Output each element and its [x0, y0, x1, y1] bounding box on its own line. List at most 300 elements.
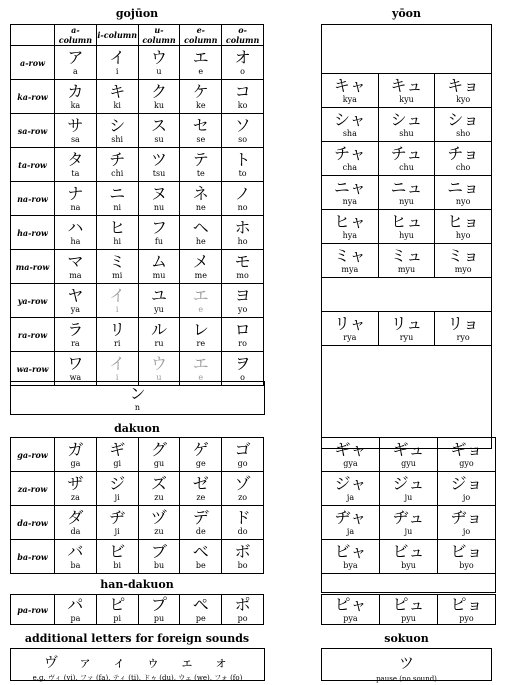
- kana: リョ: [447, 313, 479, 333]
- romaji: go: [237, 458, 248, 468]
- kana-row: [11, 472, 264, 506]
- romaji: hyu: [399, 230, 414, 240]
- kana: ヂ: [109, 507, 126, 527]
- kana: ジ: [109, 473, 126, 493]
- kana: カ: [67, 81, 84, 101]
- kana-cell: [222, 472, 264, 506]
- empty-cell: [322, 574, 496, 593]
- yoon-row: [322, 210, 492, 244]
- romaji: be: [195, 560, 206, 570]
- kana-cell: [378, 244, 435, 278]
- kana: ベ: [192, 541, 209, 561]
- kana-cell: [96, 506, 138, 540]
- kana-cell: [138, 46, 180, 80]
- kana-cell: [322, 472, 380, 506]
- kana: フ: [150, 217, 167, 237]
- yoon-row: [322, 472, 496, 506]
- kana: ピャ: [334, 594, 367, 614]
- kana-row: [11, 182, 264, 216]
- row-label: ka-row: [11, 80, 55, 114]
- romaji: byu: [401, 560, 416, 570]
- kana: コ: [234, 81, 251, 101]
- romaji: shi: [111, 134, 124, 144]
- kana: モ: [234, 251, 251, 271]
- yoon-row: [322, 312, 492, 346]
- romaji: cha: [342, 162, 358, 172]
- kana-cell: [138, 80, 180, 114]
- kana-row: [11, 438, 264, 472]
- kana-cell: [55, 318, 97, 352]
- romaji: zu: [154, 526, 164, 536]
- romaji: i: [115, 66, 119, 76]
- romaji: pya: [343, 613, 358, 623]
- romaji: myu: [397, 264, 416, 274]
- kana-cell: [96, 80, 138, 114]
- yoon-row: [322, 142, 492, 176]
- kana-cell: [138, 438, 180, 472]
- romaji: mo: [236, 270, 249, 280]
- kana: ギャ: [334, 439, 367, 459]
- kana-cell: [438, 438, 496, 472]
- romaji: o: [240, 66, 245, 76]
- romaji: ryo: [456, 332, 470, 342]
- romaji: kya: [342, 94, 357, 104]
- romaji: no: [237, 202, 248, 212]
- n-cell: [10, 381, 265, 415]
- kana: レ: [192, 319, 209, 339]
- kana: ル: [150, 319, 167, 339]
- kana-cell: [180, 472, 222, 506]
- romaji: ba: [70, 560, 81, 570]
- kana-cell: [55, 284, 97, 318]
- kana-cell: [222, 595, 264, 625]
- kana: ピュ: [392, 594, 425, 614]
- kana-cell: [55, 250, 97, 284]
- kana-cell: [55, 46, 97, 80]
- romaji: hi: [113, 236, 122, 246]
- kana: ユ: [150, 285, 167, 305]
- kana: ポ: [234, 594, 251, 614]
- row-label: na-row: [11, 182, 55, 216]
- kana-cell: [322, 540, 380, 574]
- kana: ヒョ: [447, 211, 480, 231]
- kana-cell: [380, 595, 438, 625]
- romaji: ri: [114, 338, 121, 348]
- romaji: re: [196, 338, 206, 348]
- kana: デ: [192, 507, 209, 527]
- yoon-row: [322, 244, 492, 278]
- kana: テ: [192, 149, 209, 169]
- kana-cell: [435, 312, 492, 346]
- kana: ザ: [67, 473, 84, 493]
- kana-cell: [222, 438, 264, 472]
- kana: ミ: [109, 251, 126, 271]
- kana-cell: [96, 46, 138, 80]
- romaji: ne: [195, 202, 206, 212]
- romaji: ko: [237, 100, 248, 110]
- column-header: o-column: [222, 25, 264, 46]
- kana: チュ: [390, 143, 423, 163]
- romaji: cho: [455, 162, 471, 172]
- romaji: mi: [112, 270, 123, 280]
- kana-cell: [222, 216, 264, 250]
- kana-row: [11, 506, 264, 540]
- kana: ド: [234, 507, 251, 527]
- kana: チャ: [334, 143, 366, 163]
- kana: ズ: [150, 473, 167, 493]
- romaji: ka: [70, 100, 81, 110]
- romaji: su: [154, 134, 164, 144]
- yoon-row: [322, 438, 496, 472]
- kana-cell: [438, 595, 496, 625]
- kana-cell: [180, 46, 222, 80]
- kana-cell: [378, 108, 435, 142]
- kana-cell: [96, 216, 138, 250]
- kana-row: [11, 284, 264, 318]
- kana: グ: [150, 439, 167, 459]
- kana: ニュ: [390, 177, 423, 197]
- kana-cell: [180, 540, 222, 574]
- kana-cell: [380, 506, 438, 540]
- romaji: yo: [237, 304, 248, 314]
- romaji: mya: [341, 264, 359, 274]
- row-label: ba-row: [11, 540, 55, 574]
- romaji: e: [198, 304, 204, 314]
- kana: セ: [192, 115, 209, 135]
- kana: ヒュ: [390, 211, 423, 231]
- kana-cell: [435, 74, 492, 108]
- romaji: ho: [237, 236, 248, 246]
- yoon-row: [322, 595, 496, 625]
- romaji: fu: [154, 236, 164, 246]
- kana: ア: [67, 47, 84, 67]
- kana-cell: [435, 210, 492, 244]
- kana-cell: [180, 216, 222, 250]
- kana-cell: [55, 148, 97, 182]
- row-label: sa-row: [11, 114, 55, 148]
- romaji: nyo: [455, 196, 471, 206]
- romaji: ha: [70, 236, 81, 246]
- romaji: ta: [71, 168, 80, 178]
- kana-cell: [55, 114, 97, 148]
- kana-cell: [322, 506, 380, 540]
- kana-row: [11, 318, 264, 352]
- kana: ジャ: [334, 473, 367, 493]
- foreign-example: e.g. ヴィ (vi), ファ (fa), ティ (ti), ドゥ (du), ウェ (we), フォ (fo): [32, 674, 243, 682]
- romaji: ku: [153, 100, 164, 110]
- kana: ゾ: [234, 473, 251, 493]
- sokuon-box: [321, 648, 492, 681]
- romaji: ju: [404, 492, 413, 502]
- romaji: bya: [343, 560, 358, 570]
- romaji: gyu: [401, 458, 416, 468]
- kana-cell: [435, 244, 492, 278]
- dakuon-table: [10, 437, 264, 574]
- column-header: a-column: [55, 25, 97, 46]
- kana-cell: [55, 472, 97, 506]
- row-label: ta-row: [11, 148, 55, 182]
- kana: ム: [150, 251, 167, 271]
- romaji: ke: [195, 100, 206, 110]
- romaji: ja: [346, 526, 355, 536]
- kana-cell: [180, 284, 222, 318]
- kana: ラ: [67, 319, 84, 339]
- kana: ギ: [109, 439, 126, 459]
- kana-cell: [435, 142, 492, 176]
- kana-cell: [222, 46, 264, 80]
- kana: サ: [67, 115, 84, 135]
- empty-cell: [322, 25, 492, 74]
- romaji: myo: [454, 264, 472, 274]
- kana-cell: [138, 284, 180, 318]
- kana: ニ: [109, 183, 126, 203]
- foreign-letters: ヴ ァ ィ ゥ ェ ォ: [44, 655, 231, 671]
- empty-cell: [322, 278, 492, 312]
- kana: ヤ: [67, 285, 84, 305]
- kana-cell: [380, 438, 438, 472]
- romaji: he: [195, 236, 206, 246]
- kana: ショ: [447, 109, 479, 129]
- kana: キ: [109, 81, 126, 101]
- kana-cell: [96, 250, 138, 284]
- kana: リャ: [334, 313, 366, 333]
- row-label: ga-row: [11, 438, 55, 472]
- romaji: ro: [238, 338, 247, 348]
- dakuon-title: dakuon: [114, 422, 160, 435]
- kana-cell: [55, 182, 97, 216]
- kana: ヒ: [109, 217, 126, 237]
- romaji: de: [195, 526, 206, 536]
- kana-cell: [138, 595, 180, 625]
- kana-cell: [180, 148, 222, 182]
- kana: ビャ: [334, 541, 367, 561]
- handakuon-title: han-dakuon: [100, 578, 174, 591]
- romaji: ge: [195, 458, 206, 468]
- romaji: ryu: [399, 332, 414, 342]
- kana: ダ: [67, 507, 84, 527]
- kana: ヂャ: [334, 507, 367, 527]
- yoon-row: [322, 74, 492, 108]
- kana: ジュ: [392, 473, 425, 493]
- romaji: pyo: [459, 613, 474, 623]
- romaji: nya: [342, 196, 358, 206]
- romaji: ja: [346, 492, 355, 502]
- kana-cell: [380, 540, 438, 574]
- kana: ワ: [67, 353, 84, 373]
- kana-cell: [96, 284, 138, 318]
- yoon-dakuon-table: [321, 437, 496, 593]
- kana: チ: [109, 149, 126, 169]
- kana: ヂョ: [450, 507, 483, 527]
- kana: パ: [67, 594, 84, 614]
- romaji: za: [70, 492, 80, 502]
- kana-cell: [96, 318, 138, 352]
- sokuon-note: pause (no sound): [376, 675, 437, 683]
- kana-cell: [222, 114, 264, 148]
- romaji: chu: [399, 162, 414, 172]
- romaji: hyo: [455, 230, 471, 240]
- kana: ミュ: [390, 245, 423, 265]
- kana-row: [11, 46, 264, 80]
- row-label: da-row: [11, 506, 55, 540]
- column-header: i-column: [96, 25, 138, 46]
- kana-cell: [55, 595, 97, 625]
- kana-cell: [180, 80, 222, 114]
- yoon-dakuon-blank: [322, 574, 496, 593]
- romaji: o: [240, 372, 245, 382]
- kana: ニョ: [447, 177, 480, 197]
- romaji: pyu: [401, 613, 416, 623]
- kana: イ: [109, 353, 126, 373]
- kana: タ: [67, 149, 84, 169]
- kana-cell: [438, 540, 496, 574]
- column-header: u-column: [138, 25, 180, 46]
- kana-cell: [138, 540, 180, 574]
- romaji: ya: [70, 304, 81, 314]
- romaji: i: [115, 372, 119, 382]
- romaji: byo: [459, 560, 474, 570]
- romaji: a: [73, 66, 78, 76]
- kana: ハ: [67, 217, 84, 237]
- kana-cell: [96, 540, 138, 574]
- kana-row: [11, 540, 264, 574]
- romaji: gya: [343, 458, 358, 468]
- kana: シュ: [390, 109, 423, 129]
- kana-cell: [322, 244, 379, 278]
- kana: ビョ: [450, 541, 483, 561]
- kana: イ: [109, 47, 126, 67]
- kana-cell: [222, 540, 264, 574]
- sokuon-title: sokuon: [384, 632, 429, 645]
- kana: ケ: [192, 81, 209, 101]
- yoon-table: [321, 24, 492, 449]
- kana-row: [11, 114, 264, 148]
- kana: ヒャ: [333, 211, 366, 231]
- kana: ニャ: [333, 177, 366, 197]
- romaji: ji: [114, 526, 120, 536]
- kana-cell: [138, 506, 180, 540]
- kana-cell: [180, 318, 222, 352]
- romaji: n: [134, 403, 141, 412]
- kana-cell: [378, 142, 435, 176]
- kana: エ: [192, 47, 209, 67]
- romaji: hya: [342, 230, 358, 240]
- kana: プ: [150, 594, 167, 614]
- kana-cell: [435, 108, 492, 142]
- romaji: da: [70, 526, 81, 536]
- kana: ミャ: [333, 245, 366, 265]
- romaji: ju: [404, 526, 413, 536]
- kana-cell: [322, 312, 379, 346]
- corner-cell: [11, 25, 55, 46]
- romaji: kyo: [456, 94, 471, 104]
- kana: キャ: [333, 75, 366, 95]
- kana: ビ: [109, 541, 126, 561]
- kana-cell: [138, 318, 180, 352]
- yoon-row: [322, 506, 496, 540]
- romaji: pi: [113, 613, 122, 623]
- kana: リ: [109, 319, 126, 339]
- romaji: to: [238, 168, 247, 178]
- kana: ウ: [150, 47, 167, 67]
- kana: ヅ: [150, 507, 167, 527]
- kana-cell: [55, 540, 97, 574]
- kana-cell: [180, 595, 222, 625]
- kana: キュ: [390, 75, 423, 95]
- kana-cell: [438, 506, 496, 540]
- kana-cell: [322, 210, 379, 244]
- romaji: ru: [154, 338, 164, 348]
- gojuon-title: gojūon: [115, 7, 159, 20]
- yoon-handakuon-table: [321, 594, 496, 625]
- column-header: e-column: [180, 25, 222, 46]
- row-label: ha-row: [11, 216, 55, 250]
- kana: ペ: [192, 594, 209, 614]
- romaji: e: [198, 66, 204, 76]
- romaji: kyu: [399, 94, 414, 104]
- kana-cell: [322, 176, 379, 210]
- kana: ジョ: [450, 473, 483, 493]
- kana-cell: [380, 472, 438, 506]
- kana-cell: [222, 182, 264, 216]
- romaji: do: [237, 526, 248, 536]
- romaji: i: [115, 304, 119, 314]
- kana: ウ: [150, 353, 167, 373]
- romaji: ni: [113, 202, 122, 212]
- romaji: ma: [69, 270, 82, 280]
- row-label: wa-row: [11, 352, 55, 386]
- romaji: so: [238, 134, 248, 144]
- kana-cell: [96, 114, 138, 148]
- romaji: te: [196, 168, 205, 178]
- kana-cell: [378, 312, 435, 346]
- kana: ツ: [150, 149, 167, 169]
- yoon-row: [322, 540, 496, 574]
- kana: ン: [129, 384, 146, 403]
- kana: キョ: [447, 75, 480, 95]
- romaji: jo: [462, 492, 471, 502]
- kana-cell: [96, 472, 138, 506]
- kana: ト: [234, 149, 251, 169]
- kana-cell: [180, 506, 222, 540]
- romaji: se: [196, 134, 206, 144]
- kana-cell: [96, 595, 138, 625]
- kana: ノ: [234, 183, 251, 203]
- row-label: ra-row: [11, 318, 55, 352]
- handakuon-table: [10, 594, 264, 625]
- kana-cell: [96, 182, 138, 216]
- yoon-blank-top: [322, 25, 492, 74]
- kana: リュ: [390, 313, 423, 333]
- kana: ボ: [234, 541, 251, 561]
- romaji: ki: [113, 100, 121, 110]
- kana: ギョ: [450, 439, 483, 459]
- kana-cell: [55, 506, 97, 540]
- romaji: yu: [154, 304, 164, 314]
- kana: ビュ: [392, 541, 425, 561]
- romaji: bu: [153, 560, 165, 570]
- kana-cell: [378, 176, 435, 210]
- kana-cell: [222, 148, 264, 182]
- romaji: mu: [152, 270, 166, 280]
- kana-cell: [138, 114, 180, 148]
- romaji: tsu: [152, 168, 166, 178]
- yoon-blank-ya: [322, 278, 492, 312]
- sokuon-kana: ツ: [398, 654, 414, 672]
- kana-cell: [55, 80, 97, 114]
- kana-cell: [180, 182, 222, 216]
- romaji: jo: [462, 526, 471, 536]
